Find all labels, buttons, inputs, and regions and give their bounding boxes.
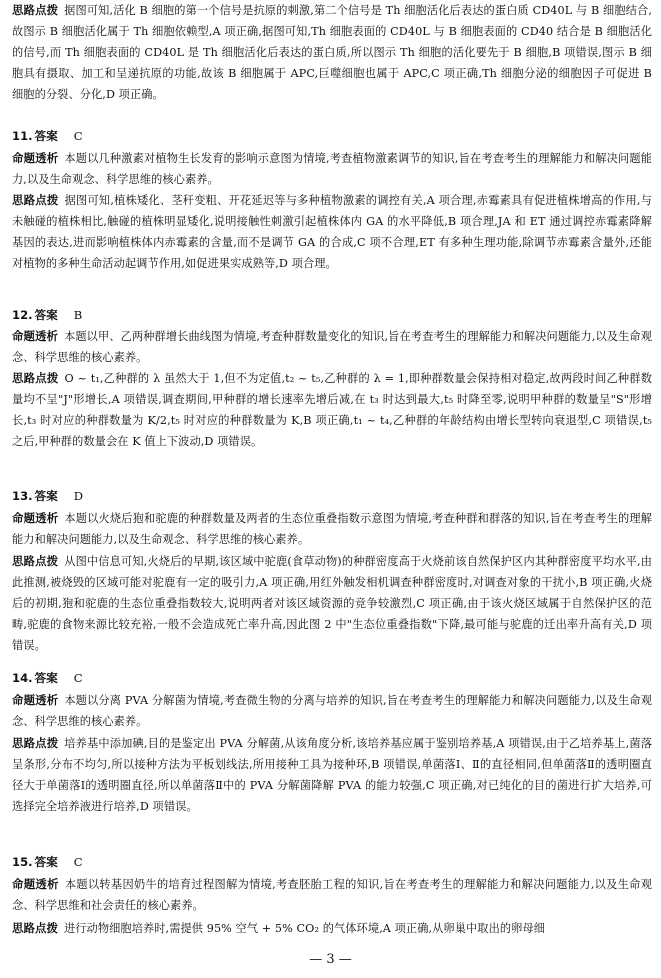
section-label: 思路点拨 bbox=[12, 193, 59, 207]
question-number: 11. bbox=[12, 129, 33, 143]
section-label: 思路点拨 bbox=[12, 371, 59, 385]
answer-label: 答案 bbox=[34, 129, 58, 143]
section-label: 命题透析 bbox=[12, 877, 59, 891]
section-text: 从图中信息可知,火烧后的早期,该区域中驼鹿(食草动物)的种群密度高于火烧前该自然保护区内其种群密度平均水平,由此推测,被烧毁的区域可能对驼鹿有一定的吸引力,A 项正确,用红外触发相机调查种群密度时,对调查对象的干扰小,B 项正确,火烧后的初期,狍和驼鹿的生态位重叠指数较大,说明两者对该区域资源的竞争较激烈,C 项正确,由于该火烧区域属于自然保护区的范畴,驼鹿的食物来源比较充裕,一般不会造成死亡率升高,因此图 2 中"生态位重叠指数"下降,最可能与驼鹿的迁出率升高有关,D 项错误。 bbox=[12, 555, 653, 652]
section-text: 本题以分离 PVA 分解菌为情境,考查微生物的分离与培养的知识,旨在考查考生的理解能力和解决问题能力,以及生命观念、科学思维的核心素养。 bbox=[12, 694, 653, 728]
section-label: 思路点拨 bbox=[12, 554, 59, 568]
section-label: 思路点拨 bbox=[12, 3, 59, 17]
answer-value: C bbox=[73, 129, 83, 143]
page-number: — 3 — bbox=[309, 952, 352, 967]
section-text: O ~ t₁,乙种群的 λ 虽然大于 1,但不为定值,t₂ ~ t₅,乙种群的 λ = 1,即种群数量会保持相对稳定,故两段时间乙种群数量均不呈"J"形增长,A 项错误,调查期间,甲种群的增长速率先增后减,在 t₃ 时达到最大,t₅ 时降至零,说明甲种群的数量呈"S"形增长,t₃ 时对应的种群数量为 K/2,t₅ 时对应的种群数量为 K,B 项正确,t₁ ~ t₄,乙种群的年龄结构由增长型转向衰退型,C 项错误,t₅ 之后,甲种群的数量会在 K 值上下波动,D 项错误。 bbox=[12, 372, 652, 448]
answer-label: 答案 bbox=[34, 855, 58, 869]
question-number: 12. bbox=[12, 308, 33, 322]
answer-value: D bbox=[73, 489, 84, 503]
section-label: 命题透析 bbox=[12, 151, 59, 165]
explanation-block-13-intent bbox=[12, 508, 652, 550]
section-text: 本题以甲、乙两种群增长曲线图为情境,考查种群数量变化的知识,旨在考查考生的理解能力和解决问题能力,以及生命观念、科学思维的核心素养。 bbox=[12, 330, 652, 364]
question-number: 15. bbox=[12, 855, 33, 869]
answer-value: C bbox=[73, 671, 83, 685]
answer-value: C bbox=[73, 855, 83, 869]
section-label: 命题透析 bbox=[12, 693, 59, 707]
section-text: 培养基中添加碘,目的是鉴定出 PVA 分解菌,从该角度分析,该培养基应属于鉴别培养基,A 项错误,由于乙培养基上,菌落呈条形,分布不均匀,所以接种方法为平板划线法,所用接种工具为接种环,B 项错误,单菌落Ⅰ、Ⅱ的直径相同,但单菌落Ⅱ的透明圈直径大于单菌落Ⅰ的透明圈直径,所以单菌落Ⅱ中的 PVA 分解菌降解 PVA 的能力较强,C 项正确,对已纯化的目的菌进行扩大培养,可选择完全培养液进行培养,D 项错误。 bbox=[12, 737, 652, 813]
question-number: 14. bbox=[12, 671, 33, 685]
answer-label: 答案 bbox=[34, 489, 58, 503]
answer-value: B bbox=[73, 308, 83, 322]
answer-line-14 bbox=[12, 668, 83, 689]
explanation-block-12-reasoning bbox=[12, 368, 652, 452]
explanation-block-11-reasoning bbox=[12, 190, 652, 274]
section-label: 命题透析 bbox=[12, 329, 59, 343]
answer-line-11 bbox=[12, 126, 83, 147]
explanation-block-15-reasoning bbox=[12, 918, 652, 939]
section-text: 据图可知,植株矮化、茎秆变粗、开花延迟等与多种植物激素的调控有关,A 项合理,赤霉素具有促进植株增高的作用,与未触碰的植株相比,触碰的植株明显矮化,说明接触性刺激引起植株体内 GA 的水平降低,B 项合理,JA 和 ET 通过调控赤霉素降解基因的表达,进而影响植株体内赤霉素的含量,而不是调节 GA 的合成,C 项不合理,ET 有多种生理功能,除调节赤霉素含量外,还能对植物的多种生命活动起调节作用,如促进果实成熟等,D 项合理。 bbox=[12, 194, 652, 270]
answer-line-12 bbox=[12, 305, 82, 326]
answer-label: 答案 bbox=[34, 308, 58, 322]
explanation-block-14-reasoning bbox=[12, 733, 652, 817]
section-text: 据图可知,活化 B 细胞的第一个信号是抗原的刺激,第二个信号是 Th 细胞活化后表达的蛋白质 CD40L 与 B 细胞结合,故图示 B 细胞活化属于 Th 细胞依赖型,A 项正确,据图可知,Th 细胞表面的 CD40L 与 B 细胞表面的 CD40 结合是 B 细胞活化的信号,而 Th 细胞表面的 CD40L 是 Th 细胞活化后表达的蛋白质,所以图示 Th 细胞的活化要先于 B 细胞,B 项错误,图示 B 细胞具有摄取、加工和呈递抗原的功能,故该 B 细胞属于 APC,巨噬细胞也属于 APC,C 项正确,Th 细胞分泌的细胞因子可促进 B 细胞的分裂、分化,D 项正确。 bbox=[12, 4, 653, 101]
section-label: 命题透析 bbox=[12, 511, 59, 525]
section-label: 思路点拨 bbox=[12, 921, 58, 935]
explanation-block-10-reasoning bbox=[12, 0, 652, 105]
explanation-block-14-intent bbox=[12, 690, 652, 732]
answer-line-13 bbox=[12, 486, 83, 507]
explanation-block-15-intent bbox=[12, 874, 652, 916]
explanation-block-12-intent bbox=[12, 326, 652, 368]
section-text: 本题以转基因奶牛的培育过程图解为情境,考查胚胎工程的知识,旨在考查考生的理解能力和解决问题能力,以及生命观念、科学思维和社会责任的核心素养。 bbox=[12, 878, 652, 912]
explanation-block-11-intent bbox=[12, 148, 652, 190]
question-number: 13. bbox=[12, 489, 33, 503]
answer-label: 答案 bbox=[34, 671, 58, 685]
section-text: 进行动物细胞培养时,需提供 95% 空气 + 5% CO₂ 的气体环境,A 项正确,从卵巢中取出的卵母细 bbox=[63, 922, 546, 935]
section-text: 本题以几种激素对植物生长发育的影响示意图为情境,考查植物激素调节的知识,旨在考查考生的理解能力和解决问题能力,以及生命观念、科学思维的核心素养。 bbox=[12, 152, 652, 186]
section-text: 本题以火烧后狍和驼鹿的种群数量及两者的生态位重叠指数示意图为情境,考查种群和群落的知识,旨在考查考生的理解能力和解决问题能力,以及生命观念、科学思维的核心素养。 bbox=[12, 512, 652, 546]
answer-line-15 bbox=[12, 852, 83, 873]
explanation-block-13-reasoning bbox=[12, 551, 652, 656]
section-label: 思路点拨 bbox=[12, 736, 59, 750]
